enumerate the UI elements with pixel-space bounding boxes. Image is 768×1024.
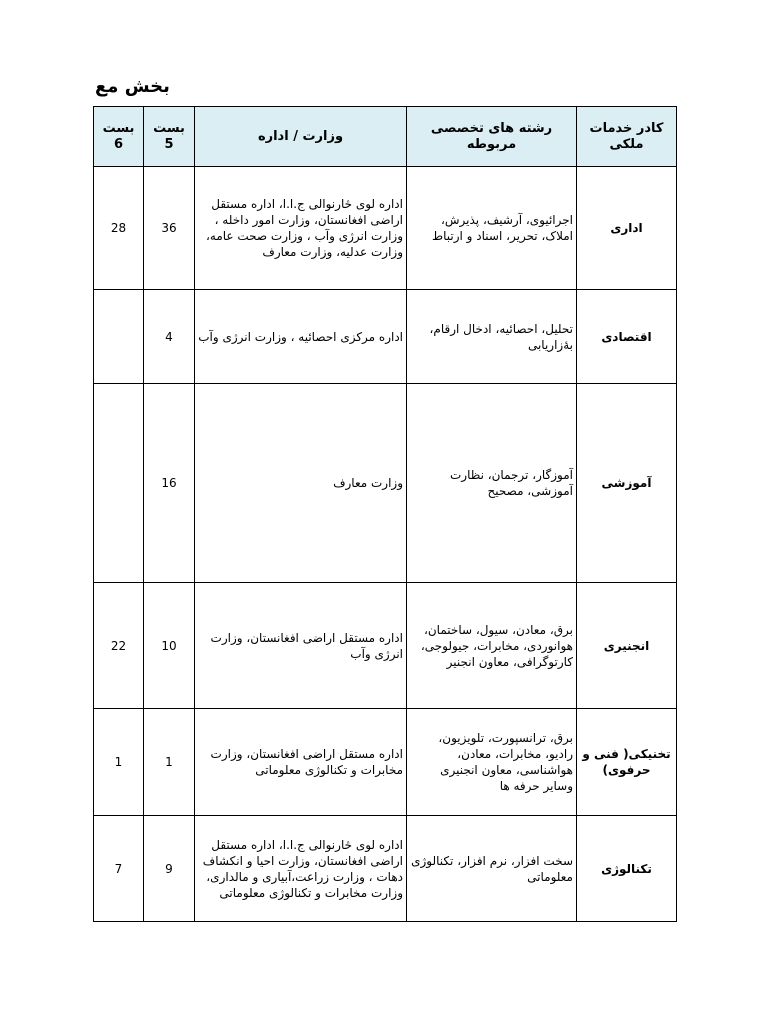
- table-row: [94, 816, 677, 922]
- header-ministry: وزارت / اداره: [195, 107, 407, 167]
- grade6-cell: 1: [94, 709, 144, 816]
- fields-cell: برق، ترانسپورت، تلویزیون، رادیو، مخابرات، معادن، هواشناسی، معاون انجنیری وسایر حرفه ها: [407, 709, 577, 816]
- header-grade5: بست 5: [144, 107, 195, 167]
- table-row: [94, 384, 677, 583]
- header-grade6: بست 6: [94, 107, 144, 167]
- fields-cell: تحلیل، احصائیه، ادخال ارقام، بۀزاریابی: [407, 290, 577, 384]
- grade6-cell: 22: [94, 583, 144, 709]
- grade5-cell: 36: [144, 167, 195, 290]
- ministry-cell: اداره مستقل اراضی افغانستان، وزارت انرژی وآب: [195, 583, 407, 709]
- table-header-row: [94, 107, 677, 167]
- staffing-table: [93, 106, 677, 922]
- table-row: [94, 709, 677, 816]
- fields-cell: اجرائیوی، آرشیف، پذیرش، املاک، تحریر، اسناد و ارتباط: [407, 167, 577, 290]
- header-fields: رشته های تخصصی مربوطه: [407, 107, 577, 167]
- ministry-cell: اداره لوی څارنوالی ج.ا.ا، اداره مستقل اراضی افغانستان، وزارت امور داخله ، وزارت انرژی وآب ، وزارت صحت عامه، وزارت عدلیه، وزارت معارف: [195, 167, 407, 290]
- cadre-cell: اداری: [577, 167, 677, 290]
- ministry-cell: اداره مستقل اراضی افغانستان، وزارت مخابرات و تکنالوژی معلوماتی: [195, 709, 407, 816]
- cadre-cell: تخنیکی( فنی و حرفوی): [577, 709, 677, 816]
- cadre-cell: تکنالوژی: [577, 816, 677, 922]
- ministry-cell: اداره لوی څارنوالی ج.ا.ا، اداره مستقل اراضی افغانستان، وزارت احیا و انکشاف دهات ، وزارت زراعت،آبیاری و مالداری، وزارت مخابرات و تکنالوژی معلوماتی: [195, 816, 407, 922]
- grade5-cell: 9: [144, 816, 195, 922]
- grade6-cell: 28: [94, 167, 144, 290]
- grade6-cell: [94, 290, 144, 384]
- fields-cell: سخت افزار، نرم افزار، تکنالوژی معلوماتی: [407, 816, 577, 922]
- cadre-cell: انجنیری: [577, 583, 677, 709]
- grade5-cell: 4: [144, 290, 195, 384]
- fields-cell: آموزگار، ترجمان، نظارت آموزشی، مصحیح: [407, 384, 577, 583]
- grade5-cell: 16: [144, 384, 195, 583]
- header-cadre: کادر خدمات ملکی: [577, 107, 677, 167]
- cadre-cell: اقتصادی: [577, 290, 677, 384]
- table-row: [94, 167, 677, 290]
- grade5-cell: 10: [144, 583, 195, 709]
- table-row: [94, 290, 677, 384]
- table-row: [94, 583, 677, 709]
- grade5-cell: 1: [144, 709, 195, 816]
- grade6-cell: 7: [94, 816, 144, 922]
- page-title: بخش مع: [95, 76, 170, 97]
- grade6-cell: [94, 384, 144, 583]
- ministry-cell: وزارت معارف: [195, 384, 407, 583]
- fields-cell: برق، معادن، سیول، ساختمان، هوانوردی، مخابرات، جیولوجی، کارتوگرافی، معاون انجنیر: [407, 583, 577, 709]
- ministry-cell: اداره مرکزی احصائیه ، وزارت انرژی وآب: [195, 290, 407, 384]
- cadre-cell: آموزشی: [577, 384, 677, 583]
